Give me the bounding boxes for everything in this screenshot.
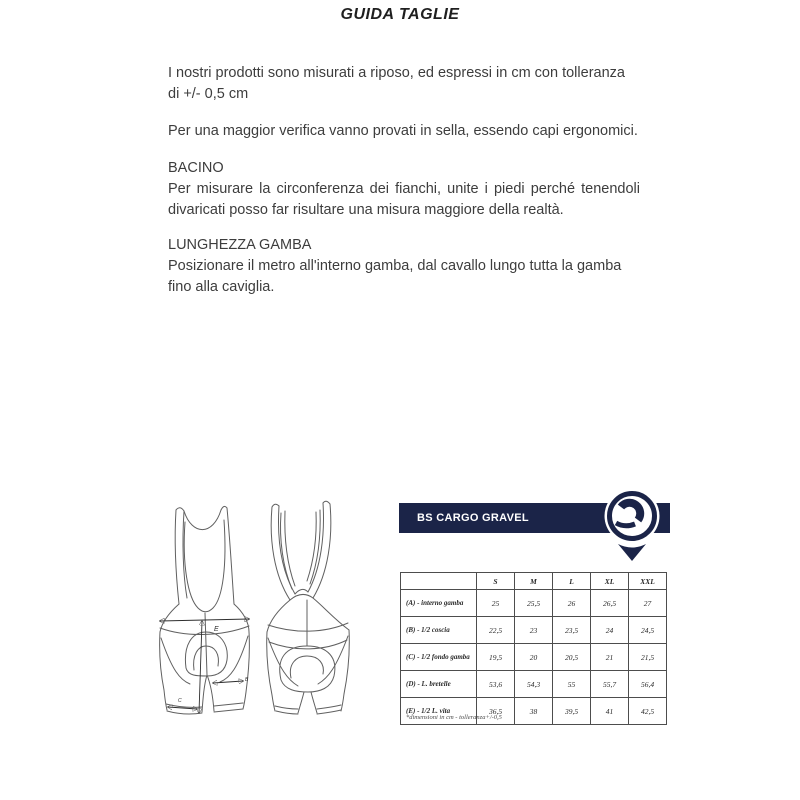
size-column-header: XL: [591, 573, 629, 590]
measurement-value-cell: 23: [515, 617, 553, 644]
measurement-value-cell: 20,5: [553, 644, 591, 671]
size-table-header-row: [401, 573, 667, 590]
measure-label-c: C: [178, 698, 182, 704]
size-table-row: [401, 590, 667, 617]
measurement-row-label: (B) - 1/2 coscia: [401, 617, 477, 644]
measurement-value-cell: 26: [553, 590, 591, 617]
measurement-value-cell: 56,4: [629, 671, 667, 698]
section-lunghezza-body: Posizionare il metro all'interno gamba, dal cavallo lungo tutta la gamba fino alla caviglia.: [168, 258, 622, 295]
bib-front-view: [160, 506, 250, 714]
intro-paragraph-ergonomic: Per una maggior verifica vanno provati in sella, essendo capi ergonomici.: [168, 123, 638, 139]
measurement-value-cell: 21,5: [629, 644, 667, 671]
size-column-header: L: [553, 573, 591, 590]
measurement-value-cell: 42,5: [629, 698, 667, 725]
measure-label-b: B: [245, 677, 249, 683]
measurement-value-cell: 55,7: [591, 671, 629, 698]
table-footnote: *dimensioni in cm - tolleranza+/-0,5: [406, 714, 502, 721]
brand-logo-icon: [600, 486, 664, 566]
size-table-row: [401, 617, 667, 644]
page-title: GUIDA TAGLIE: [340, 6, 460, 23]
size-column-header: XXL: [629, 573, 667, 590]
measurement-row-label: (A) - interno gamba: [401, 590, 477, 617]
measurement-value-cell: 26,5: [591, 590, 629, 617]
size-column-header: M: [515, 573, 553, 590]
measurement-value-cell: 21: [591, 644, 629, 671]
section-lunghezza-heading: LUNGHEZZA GAMBA: [168, 237, 312, 253]
size-table: [400, 572, 667, 725]
product-name: BS CARGO GRAVEL: [417, 512, 529, 524]
measurement-value-cell: 36,5: [477, 698, 515, 725]
measurement-value-cell: 38: [515, 698, 553, 725]
measurement-value-cell: 19,5: [477, 644, 515, 671]
bib-back-view: [267, 501, 350, 714]
measurement-row-label: (D) - L. bretelle: [401, 671, 477, 698]
measurement-value-cell: 20: [515, 644, 553, 671]
size-column-header: S: [477, 573, 515, 590]
measurement-value-cell: 54,3: [515, 671, 553, 698]
section-bacino-body: Per misurare la circonferenza dei fianchi, unite i piedi perché tenendoli divaricati posso far risultare una misura maggiore della realtà.: [168, 181, 640, 218]
measurement-value-cell: 53,6: [477, 671, 515, 698]
section-lunghezza-gamba: [168, 235, 640, 298]
measurement-value-cell: 39,5: [553, 698, 591, 725]
measurement-row-label: (C) - 1/2 fondo gamba: [401, 644, 477, 671]
measurement-value-cell: 23,5: [553, 617, 591, 644]
measurement-value-cell: 24,5: [629, 617, 667, 644]
measurement-value-cell: 25: [477, 590, 515, 617]
section-bacino-heading: BACINO: [168, 160, 224, 176]
size-table-row: [401, 644, 667, 671]
size-table-body: [401, 590, 667, 725]
size-table-corner-cell: [401, 573, 477, 590]
intro-text-block: [168, 63, 640, 312]
section-bacino: [168, 158, 640, 221]
measure-label-e: E: [214, 626, 219, 633]
intro-paragraph-tolerance: I nostri prodotti sono misurati a riposo, ed espressi in cm con tolleranza di +/- 0,5 cm: [168, 65, 625, 102]
measurement-value-cell: 27: [629, 590, 667, 617]
measurement-value-cell: 22,5: [477, 617, 515, 644]
measurement-row-label: (E) - 1/2 L. vita: [401, 698, 477, 725]
measurement-value-cell: 25,5: [515, 590, 553, 617]
measurement-value-cell: 55: [553, 671, 591, 698]
measurement-value-cell: 41: [591, 698, 629, 725]
bib-shorts-technical-drawing: [150, 480, 400, 775]
measurement-value-cell: 24: [591, 617, 629, 644]
size-table-row: [401, 671, 667, 698]
